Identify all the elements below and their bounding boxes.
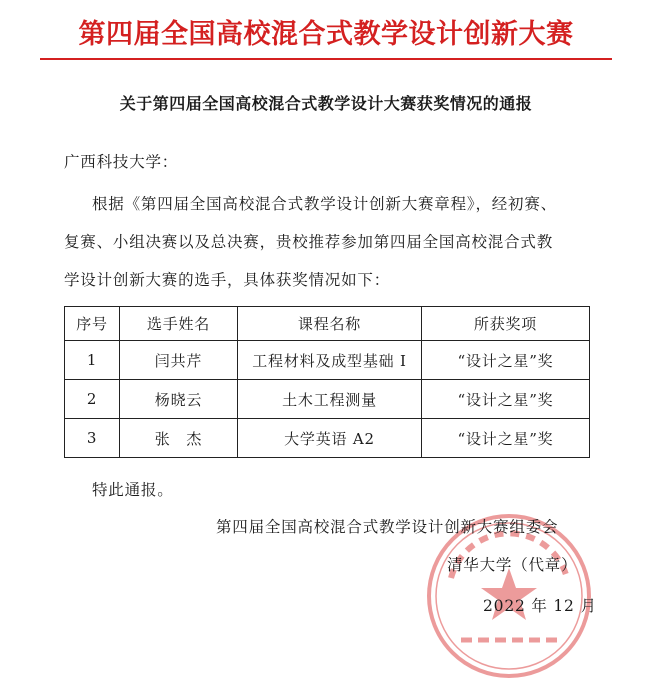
cell-award: “设计之星”奖 [422,380,590,419]
paragraph-line-2: 复赛、小组决赛以及总决赛，贵校推荐参加第四届全国高校混合式教 [64,233,554,251]
header-no: 序号 [65,307,120,341]
cell-no: 1 [65,341,120,380]
header-title: 第四届全国高校混合式教学设计创新大赛 [78,19,574,50]
cell-name: 张 杰 [120,419,238,458]
document-date: 2022 年 12 月 [483,597,597,615]
cell-award: “设计之星”奖 [422,341,590,380]
seal-proxy: 清华大学（代章） [447,556,578,574]
header-name: 选手姓名 [120,307,238,341]
table-header-row [65,307,590,341]
table-row [65,419,590,458]
cell-course: 土木工程测量 [238,380,422,419]
cell-name: 闫共芹 [120,341,238,380]
organizer-name: 第四届全国高校混合式教学设计创新大赛组委会 [216,518,559,536]
header-course: 课程名称 [238,307,422,341]
table-row [65,380,590,419]
notice-title: 关于第四届全国高校混合式教学设计大赛获奖情况的通报 [119,94,533,113]
cell-name: 杨晓云 [120,380,238,419]
cell-course: 工程材料及成型基础 I [238,341,422,380]
paragraph-line-3: 学设计创新大赛的选手，具体获奖情况如下： [64,271,391,289]
cell-course: 大学英语 A2 [238,419,422,458]
award-table [64,306,590,458]
paragraph-line-1: 根据《第四届全国高校混合式教学设计创新大赛章程》，经初赛、 [92,195,557,213]
cell-award: “设计之星”奖 [422,419,590,458]
salutation: 广西科技大学： [64,153,179,171]
cell-no: 2 [65,380,120,419]
header-award: 所获奖项 [422,307,590,341]
cell-no: 3 [65,419,120,458]
header-divider [40,58,612,60]
table-row [65,341,590,380]
closing-text: 特此通报。 [92,481,174,499]
